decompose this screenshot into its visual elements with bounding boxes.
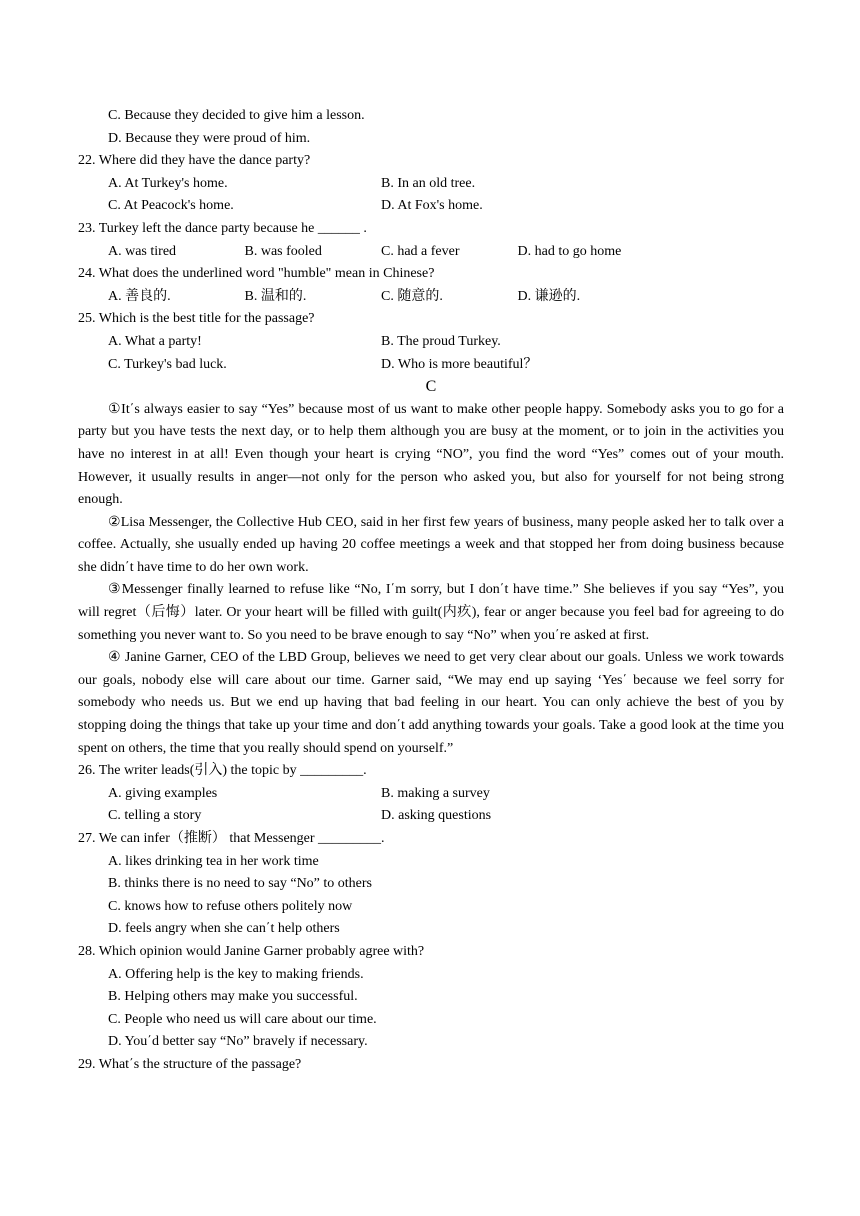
- q27-option-c: C. knows how to refuse others politely now: [108, 898, 353, 914]
- passage-paragraph-4: ④ Janine Garner, CEO of the LBD Group, believes we need to get very clear about our goals. Unless we work towards our goals, nobody else will care about our time. Garner said, “We may end up saying ‘Yes΄ because we feel sorry for somebody who needs us. But we end up having that bad feeling in our heart. You can only achieve the best of you by stopping doing the things that take up your time and don΄t add anything towards your goals. Take a good look at the time you spent on others, the time that you really should spend on yourself.”: [78, 650, 784, 756]
- section-heading: C: [425, 378, 437, 396]
- q25-options-row2: [78, 354, 784, 377]
- q22-stem: 22. Where did they have the dance party?: [78, 153, 311, 169]
- q24-options: [78, 286, 784, 309]
- q22-option-b: B. In an old tree.: [381, 175, 476, 191]
- q24-option-c: C. 随意的.: [381, 288, 443, 304]
- passage-paragraph-1: ①It΄s always easier to say “Yes” because most of us want to make other people happy. Somebody asks you to go for a party but you have tests the next day, or to help them although you are busy at the moment, or to join in the activities you have no interest in at all! Even though your heart is crying “NO”, you find the word “Yes” comes out of your mouth. However, it usually results in anger—not only for the person who asked you, but also for yourself for not being strong enough.: [78, 401, 784, 508]
- q24-option-d: D. 谦逊的.: [517, 288, 581, 304]
- q22-options-row2: [78, 195, 784, 218]
- q25-options-row1: [78, 331, 784, 354]
- q21-option-c: C. Because they decided to give him a lesson.: [108, 108, 365, 123]
- q21-option-d: D. Because they were proud of him.: [108, 130, 311, 146]
- page-content: [78, 105, 784, 1077]
- q27-option-d: D. feels angry when she can΄t help others: [108, 921, 340, 937]
- q28-option-d: D. You΄d better say “No” bravely if necessary.: [108, 1034, 368, 1050]
- q26-options-row2: [78, 805, 784, 828]
- q28-option-c: C. People who need us will care about our time.: [108, 1011, 377, 1027]
- q23-option-b: B. was fooled: [244, 243, 322, 259]
- q23-option-c: C. had a fever: [381, 243, 460, 259]
- q27-option-b: B. thinks there is no need to say “No” to others: [108, 876, 373, 892]
- q28-option-b: B. Helping others may make you successful.: [108, 989, 358, 1005]
- q25-option-a: A. What a party!: [108, 333, 202, 349]
- q25-option-c: C. Turkey's bad luck.: [108, 356, 227, 372]
- q22-option-c: C. At Peacock's home.: [108, 198, 234, 214]
- q26-stem: 26. The writer leads(引入) the topic by _________.: [78, 763, 367, 779]
- q23-option-d: D. had to go home: [517, 243, 622, 259]
- q27-option-a: A. likes drinking tea in her work time: [108, 853, 319, 869]
- q29-stem: 29. What΄s the structure of the passage?: [78, 1056, 302, 1072]
- q25-option-d: D. Who is more beautiful？: [381, 356, 538, 372]
- q23-stem: 23. Turkey left the dance party because he ______ .: [78, 220, 367, 236]
- q28-stem: 28. Which opinion would Janine Garner probably agree with?: [78, 943, 425, 959]
- q26-option-c: C. telling a story: [108, 808, 202, 824]
- q22-option-a: A. At Turkey's home.: [108, 175, 228, 191]
- q24-option-a: A. 善良的.: [108, 288, 171, 304]
- q26-option-b: B. making a survey: [381, 785, 490, 801]
- q26-options-row1: [78, 783, 784, 806]
- q24-stem: 24. What does the underlined word "humble" mean in Chinese?: [78, 266, 435, 282]
- q25-option-b: B. The proud Turkey.: [381, 333, 501, 349]
- q26-option-a: A. giving examples: [108, 785, 218, 801]
- passage-paragraph-3: ③Messenger finally learned to refuse like “No, I΄m sorry, but I don΄t have time.” She believes if you say “Yes”, you will regret（后悔）later. Or your heart will be filled with guilt(内疚), fear or anger because you feel bad for agreeing to do something you never want to. So you need to be brave enough to say “No” when you΄re asked at first.: [78, 582, 784, 643]
- q23-options: [78, 241, 784, 264]
- q27-stem: 27. We can infer（推断） that Messenger _________.: [78, 831, 385, 846]
- passage-paragraph-2: ②Lisa Messenger, the Collective Hub CEO, said in her first few years of business, many people asked her to talk over a coffee. Actually, she usually ended up having 20 coffee meetings a week and that stopped her from doing business because she didn΄t have time to do her own work.: [78, 514, 784, 575]
- q25-stem: 25. Which is the best title for the passage?: [78, 311, 315, 327]
- q23-option-a: A. was tired: [108, 243, 177, 259]
- q22-options-row1: [78, 173, 784, 196]
- q24-option-b: B. 温和的.: [244, 288, 307, 304]
- q26-option-d: D. asking questions: [381, 808, 492, 824]
- q22-option-d: D. At Fox's home.: [381, 198, 483, 214]
- q28-option-a: A. Offering help is the key to making friends.: [108, 966, 364, 982]
